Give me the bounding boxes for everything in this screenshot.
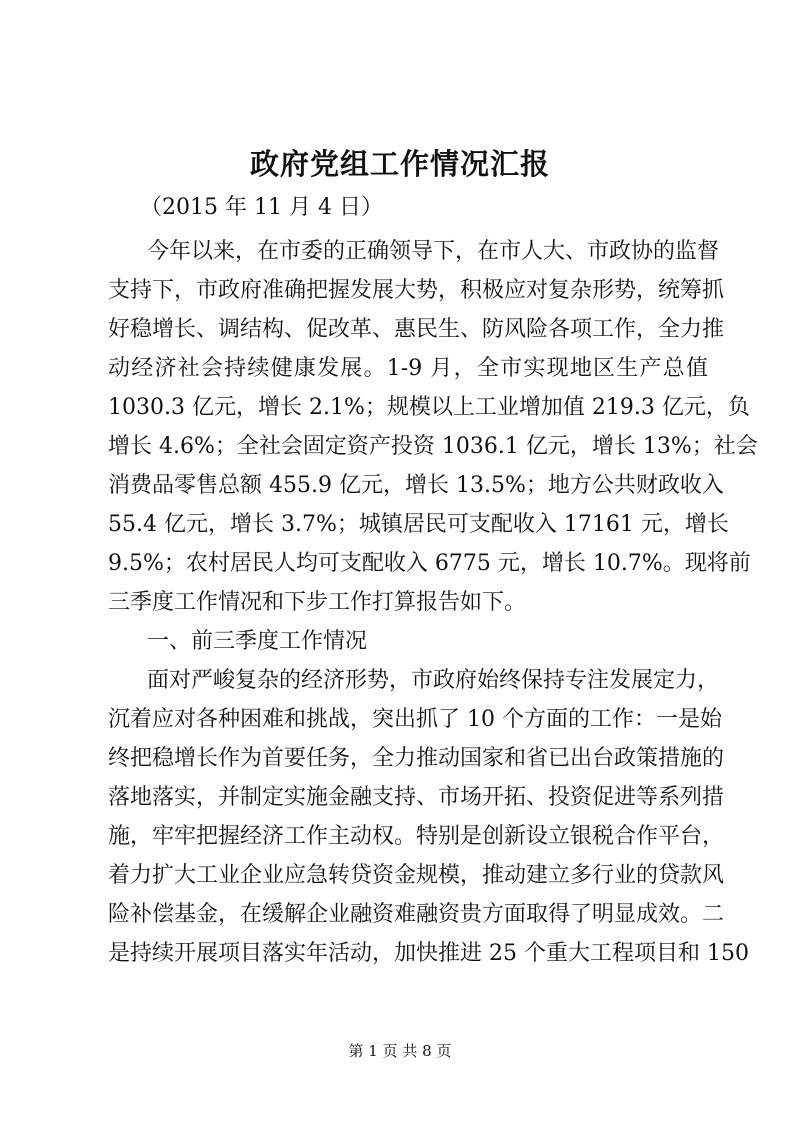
body-line: 消费品零售总额 455.9 亿元，增长 13.5%；地方公共财政收入: [108, 473, 724, 498]
body-line: 三季度工作情况和下步工作打算报告如下。: [108, 590, 527, 615]
body-line: 55.4 亿元，增长 3.7%；城镇居民可支配收入 17161 元，增长: [108, 512, 729, 537]
body-line: 着力扩大工业企业应急转贷资金规模，推动建立多行业的贷款风: [108, 863, 725, 888]
body-line: 面对严峻复杂的经济形势，市政府始终保持专注发展定力，: [147, 668, 720, 693]
section-heading: 一、前三季度工作情况: [147, 629, 368, 654]
document-title: 政府党组工作情况汇报: [249, 147, 550, 181]
body-line: 今年以来，在市委的正确领导下，在市人大、市政协的监督: [147, 239, 720, 264]
body-line: 是持续开展项目落实年活动，加快推进 25 个重大工程项目和 150: [108, 941, 749, 966]
body-line: 落地落实，并制定实施金融支持、市场开拓、投资促进等系列措: [108, 785, 725, 810]
body-line: 9.5%；农村居民人均可支配收入 6775 元，增长 10.7%。现将前: [108, 551, 751, 576]
body-line: 动经济社会持续健康发展。1-9 月，全市实现地区生产总值: [108, 356, 708, 381]
body-line: 施，牢牢把握经济工作主动权。特别是创新设立银税合作平台，: [108, 824, 725, 849]
body-line: 好稳增长、调结构、促改革、惠民生、防风险各项工作，全力推: [108, 317, 725, 342]
body-line: 险补偿基金，在缓解企业融资难融资贵方面取得了明显成效。二: [108, 902, 725, 927]
date-line: （2015 年 11 月 4 日）: [140, 195, 383, 220]
body-line: 沉着应对各种困难和挑战，突出抓了 10 个方面的工作：一是始: [108, 707, 722, 732]
body-line: 增长 4.6%；全社会固定资产投资 1036.1 亿元，增长 13%；社会: [108, 434, 758, 459]
body-line: 支持下，市政府准确把握发展大势，积极应对复杂形势，统筹抓: [108, 278, 725, 303]
body-line: 1030.3 亿元，增长 2.1%；规模以上工业增加值 219.3 亿元，负: [108, 395, 750, 420]
page-footer: 第 1 页 共 8 页: [348, 1042, 452, 1060]
body-line: 终把稳增长作为首要任务，全力推动国家和省已出台政策措施的: [108, 746, 725, 771]
